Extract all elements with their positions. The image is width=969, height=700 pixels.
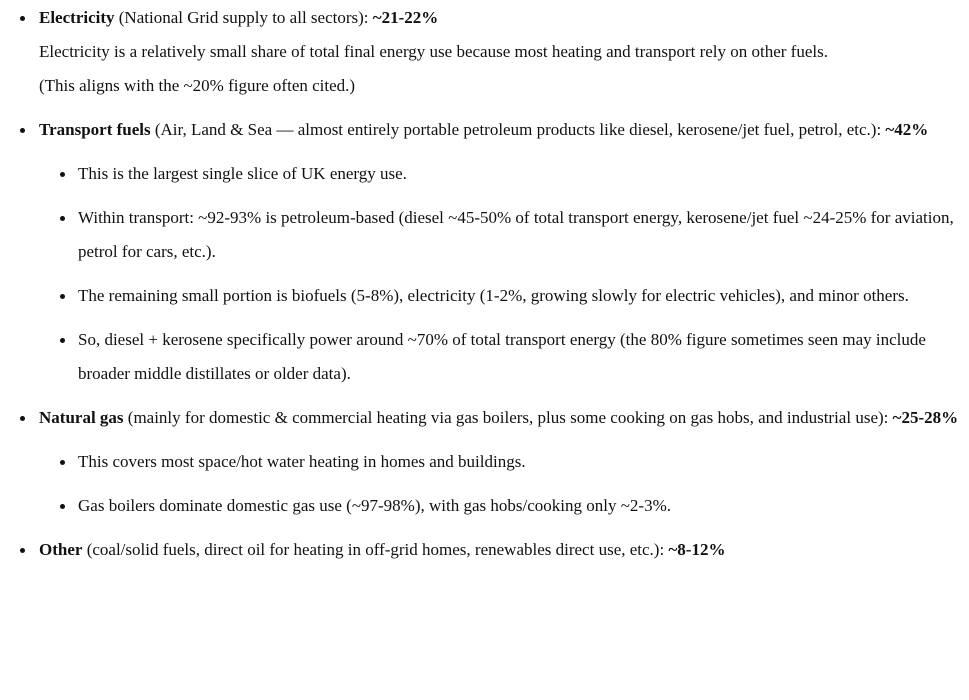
item-value: ~42%	[885, 120, 929, 139]
sub-list-item: Within transport: ~92-93% is petroleum-based (diesel ~45-50% of total transport energy, kerosene/jet fuel ~24-25% for aviation, petrol for cars, etc.).	[39, 201, 969, 269]
item-value: ~21-22%	[372, 8, 439, 27]
item-description: (National Grid supply to all sectors):	[114, 8, 373, 27]
sub-list-item: The remaining small portion is biofuels (5-8%), electricity (1-2%, growing slowly for electric vehicles), and minor others.	[39, 279, 969, 313]
item-title: Natural gas	[39, 408, 124, 427]
item-description: (mainly for domestic & commercial heating via gas boilers, plus some cooking on gas hobs, and industrial use):	[123, 408, 893, 427]
item-note: Electricity is a relatively small share of total final energy use because most heating and transport rely on other fuels.	[39, 42, 828, 61]
item-text	[39, 120, 928, 139]
natural-gas-sub-list	[39, 445, 969, 523]
item-text	[39, 540, 725, 559]
item-description: (coal/solid fuels, direct oil for heating in off-grid homes, renewables direct use, etc.):	[82, 540, 669, 559]
transport-sub-list	[39, 157, 969, 391]
item-text	[39, 408, 958, 427]
sub-list-item: So, diesel + kerosene specifically power around ~70% of total transport energy (the 80% figure sometimes seen may include broader middle distillates or older data).	[39, 323, 969, 391]
list-item-other	[0, 533, 969, 567]
item-value: ~8-12%	[668, 540, 726, 559]
item-title: Other	[39, 540, 83, 559]
list-item-natural-gas	[0, 401, 969, 523]
item-value: ~25-28%	[892, 408, 959, 427]
item-title: Electricity	[39, 8, 115, 27]
document-body	[0, 1, 969, 577]
item-title: Transport fuels	[39, 120, 151, 139]
list-item-transport-fuels	[0, 113, 969, 391]
sub-list-item: This is the largest single slice of UK energy use.	[39, 157, 969, 191]
energy-breakdown-list	[0, 1, 969, 567]
item-text	[39, 8, 438, 27]
sub-list-item: This covers most space/hot water heating in homes and buildings.	[39, 445, 969, 479]
list-item-electricity	[0, 1, 969, 103]
item-description: (Air, Land & Sea — almost entirely portable petroleum products like diesel, kerosene/jet fuel, petrol, etc.):	[150, 120, 886, 139]
sub-list-item: Gas boilers dominate domestic gas use (~97-98%), with gas hobs/cooking only ~2-3%.	[39, 489, 969, 523]
item-note: (This aligns with the ~20% figure often cited.)	[39, 76, 356, 95]
